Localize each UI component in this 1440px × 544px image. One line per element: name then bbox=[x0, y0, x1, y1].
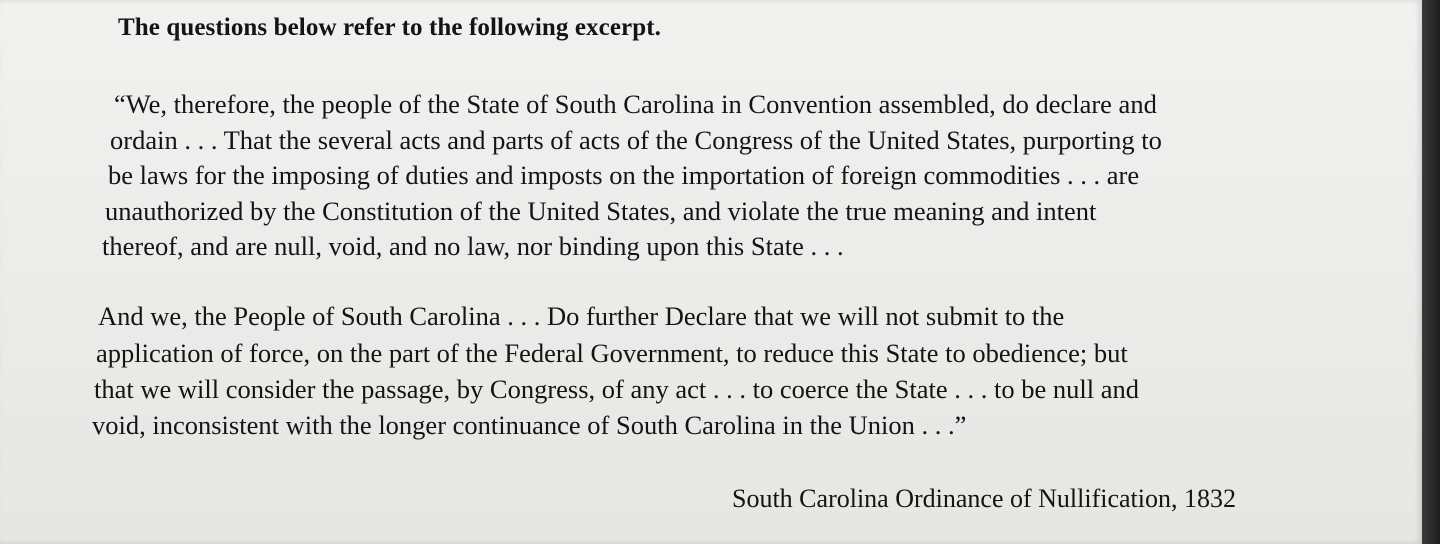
excerpt-heading: The questions below refer to the following excerpt. bbox=[118, 14, 662, 41]
paragraph-line: be laws for the imposing of duties and imposts on the importation of foreign commodities . . . are bbox=[108, 160, 1140, 190]
page-edge-shadow bbox=[1422, 0, 1440, 544]
paragraph-line: ordain . . . That the several acts and parts of acts of the Congress of the United States, purporting to bbox=[110, 125, 1162, 155]
paragraph-line: that we will consider the passage, by Congress, of any act . . . to coerce the State . . . to be null and bbox=[94, 374, 1139, 404]
paragraph-line: “We, therefore, the people of the State of South Carolina in Convention assembled, do declare and bbox=[114, 89, 1157, 119]
source-citation: South Carolina Ordinance of Nullification, 1832 bbox=[732, 484, 1237, 513]
paragraph-line: unauthorized by the Constitution of the United States, and violate the true meaning and intent bbox=[105, 196, 1097, 226]
paragraph-line: application of force, on the part of the Federal Government, to reduce this State to obedience; but bbox=[96, 338, 1128, 368]
paragraph-line: thereof, and are null, void, and no law, nor binding upon this State . . . bbox=[102, 231, 844, 261]
paragraph-line: void, inconsistent with the longer continuance of South Carolina in the Union . . .” bbox=[92, 410, 967, 440]
paragraph-line: And we, the People of South Carolina . . . Do further Declare that we will not submit to the bbox=[98, 301, 1065, 331]
